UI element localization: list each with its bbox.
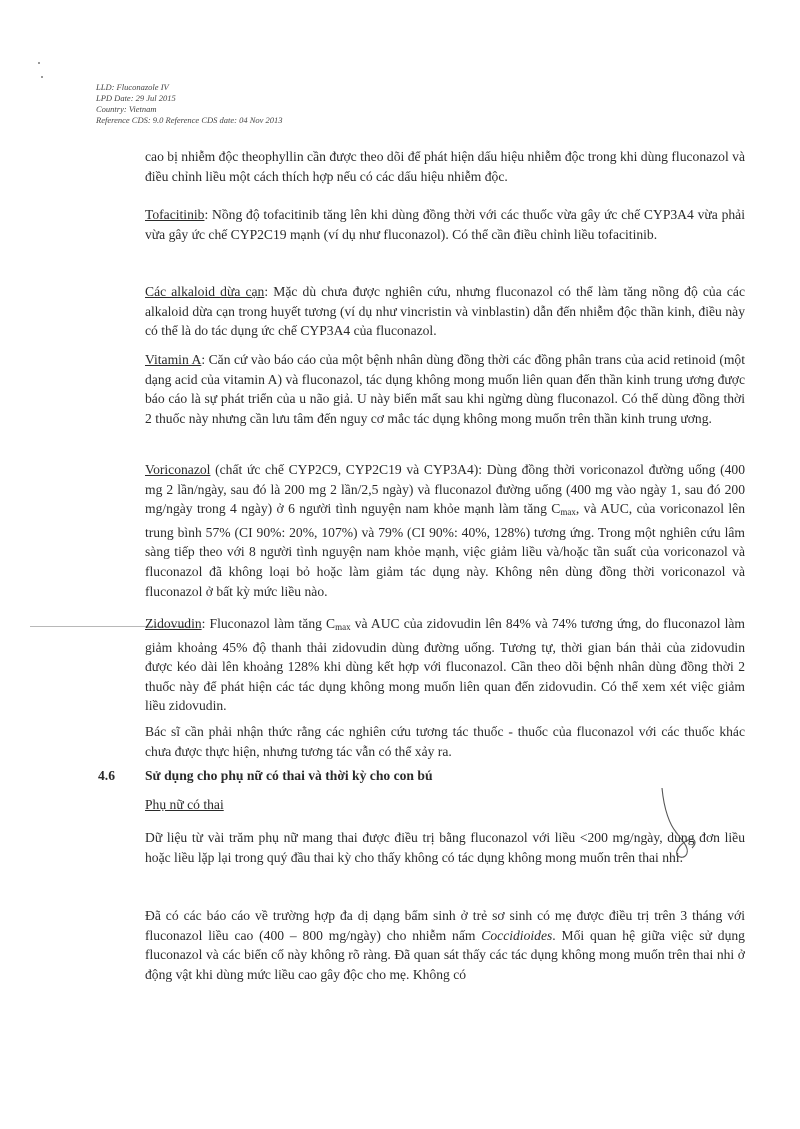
paragraph-zidovudin: Zidovudin: Fluconazol làm tăng $C_{max}$ và AUC của zidovudin lên 84% và 74% tương ứng, do fluconazol làm giảm khoảng 45% độ thanh thải zidovudin dùng đường uống. Tương tự, thời gian bán thải của zidovudin được kéo dài lên khoảng 128% khi dùng kết hợp với fluconazol. Cần theo dõi bệnh nhân dùng đồng thời 2 thuốc này để phát hiện các tác dụng không mong muốn liên quan đến zidovudin. Có thể xem xét việc giảm liều zidovudin.: [145, 616, 745, 714]
header-country: Country: Vietnam: [96, 104, 157, 114]
subheading-pregnant-women: Phụ nữ có thai: [145, 797, 224, 812]
term-vinca-alkaloids: Các alkaloid dừa cạn: [145, 284, 265, 299]
paragraph-congenital-anomalies: Đã có các báo cáo về trường hợp đa dị dạng bẩm sinh ở trẻ sơ sinh có mẹ được điều trị trên 3 tháng với fluconazol liều cao (400 – 800 mg/ngày) cho nhiễm nấm Coccidioides. Mối quan hệ giữa việc sử dụng fluconazol và các biến cố này không rõ ràng. Đã quan sát thấy các tác dụng không mong muốn trên thai nhi ở động vật khi dùng mức liều cao gây độc cho mẹ. Không có: [145, 908, 745, 982]
header-lld: LLD: Fluconazole IV: [96, 82, 169, 92]
paragraph-vitamin-a: Vitamin A: Căn cứ vào báo cáo của một bệnh nhân dùng đồng thời các đồng phân trans của acid retinoid (một dạng acid của vitamin A) và fluconazol, tác dụng không mong muốn liên quan đến thần kinh trung ương được báo cáo là sự phát triển của u não giả. U này biến mất sau khi ngừng dùng fluconazol. Có thể dùng đồng thời 2 thuốc này nhưng cần lưu tâm đến nguy cơ mắc tác dụng không mong muốn trên thần kinh trung ương.: [145, 352, 745, 426]
paragraph-drug-interaction-note: Bác sĩ cần phải nhận thức rằng các nghiên cứu tương tác thuốc - thuốc của fluconazol với các thuốc khác chưa được thực hiện, nhưng tương tác vẫn có thể xảy ra.: [145, 724, 745, 759]
paragraph-theophyllin: cao bị nhiễm độc theophyllin cần được theo dõi để phát hiện dấu hiệu nhiễm độc trong khi dùng fluconazol và điều chỉnh liều một cách thích hợp nếu có các dấu hiệu nhiễm độc.: [145, 149, 745, 184]
term-vitamin-a: Vitamin A: [145, 352, 202, 367]
term-voriconazol: Voriconazol: [145, 462, 211, 477]
term-zidovudin: Zidovudin: [145, 616, 202, 631]
header-lpd-date: LPD Date: 29 Jul 2015: [96, 93, 176, 103]
handwritten-mark: [640, 780, 710, 880]
paragraph-pregnancy-data: Dữ liệu từ vài trăm phụ nữ mang thai được điều trị bằng fluconazol với liều <200 mg/ngày, dùng đơn liều hoặc liều lặp lại trong quý đầu thai kỳ cho thấy không có tác dụng không mong muốn trên thai nhi.: [145, 830, 745, 865]
paragraph-vinca-alkaloids: Các alkaloid dừa cạn: Mặc dù chưa được nghiên cứu, nhưng fluconazol có thể làm tăng nồng độ của các alkaloid dừa cạn trong huyết tương (ví dụ như vincristin và vinblastin) dẫn đến nhiễm độc thần kinh, điều này có thể là do tác dụng ức chế CYP3A4 của fluconazol.: [145, 284, 745, 339]
section-number: 4.6: [98, 768, 115, 783]
scan-speck: [41, 76, 43, 78]
paragraph-tofacitinib: Tofacitinib: Nồng độ tofacitinib tăng lên khi dùng đồng thời với các thuốc vừa gây ức chế CYP3A4 vừa phải vừa gây ức chế CYP2C19 mạnh (ví dụ như fluconazol). Có thể cần điều chỉnh liều tofacitinib.: [145, 207, 745, 242]
header-reference: Reference CDS: 9.0 Reference CDS date: 04 Nov 2013: [96, 115, 283, 125]
term-tofacitinib: Tofacitinib: [145, 207, 205, 222]
paragraph-voriconazol: Voriconazol (chất ức chế CYP2C9, CYP2C19 và CYP3A4): Dùng đồng thời voriconazol đường uống (400 mg 2 lần/ngày, sau đó là 200 mg 2 lần/2,5 ngày) và fluconazol đường uống (400 mg vào ngày 1, sau đó 200 mg/ngày trong 4 ngày) ở 6 người tình nguyện nam khỏe mạnh làm tăng $C_{max}$, và AUC, của voriconazol lên trung bình 57% (CI 90%: 20%, 107%) và 79% (CI 90%: 40%, 128%) tương ứng. Trong một nghiên cứu lâm sàng tiếp theo với 8 người tình nguyện nam khỏe mạnh, việc giảm liều và/hoặc tần suất của voriconazol và fluconazol đã không loại bỏ hoặc làm giảm tác dụng này. Không nên dùng đồng thời voriconazol và fluconazol ở bất kỳ mức liều nào.: [145, 462, 745, 599]
section-title: Sử dụng cho phụ nữ có thai và thời kỳ cho con bú: [145, 768, 433, 783]
scan-speck: [38, 62, 40, 64]
document-header: [96, 82, 283, 126]
